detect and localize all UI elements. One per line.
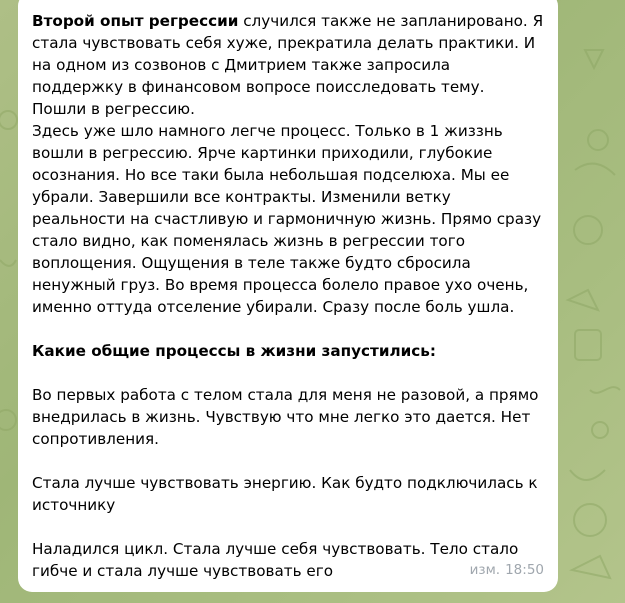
paragraph-gap [32,516,544,538]
message-paragraph-6: Наладился цикл. Стала лучше себя чувствовать. Тело стало гибче и стала лучше чувствовать его [32,540,519,580]
message-heading-text: Какие общие процессы в жизни запустились: [32,342,436,360]
message-paragraph-2: Пошли в регрессию. [32,100,195,118]
message-heading [32,340,544,362]
message-paragraph-1 [32,10,544,98]
message-bold-lead: Второй опыт регрессии [32,12,239,30]
paragraph-gap [32,450,544,472]
edited-label: изм. [469,562,501,578]
message-paragraph-1-text: случился также не запланировано. Я стала чувствовать себя хуже, прекратила делать практики. И на одном из созвонов с Дмитрием также запросила поддержку в финансовом вопросе поисследовать тему. [32,12,544,96]
message-paragraph-5: Стала лучше чувствовать энергию. Как будто подключилась к источнику [32,474,538,514]
message-paragraph-4: Во первых работа с телом стала для меня не разовой, а прямо внедрилась в жизнь. Чувствую что мне легко это дается. Нет сопротивления. [32,386,539,448]
message-time: 18:50 [505,562,544,578]
paragraph-gap [32,318,544,340]
paragraph-gap [32,362,544,384]
message-bubble[interactable] [18,0,558,592]
message-paragraph-3: Здесь уже шло намного легче процесс. Только в 1 жиззнь вошли в регрессию. Ярче картинки приходили, глубокие осознания. Но все таки была небольшая подселюха. Мы ее убрали. Завершили все контракты. Изменили ветку реальности на счастливую и гармоничную жизнь. Прямо сразу стало видно, как поменялась жизнь в регрессии того воплощения. Ощущения в теле также будто сбросила ненужный груз. Во время процесса болело правое ухо очень, именно оттуда отселение убирали. Сразу после боль ушла. [32,122,542,316]
message-meta [465,562,544,578]
